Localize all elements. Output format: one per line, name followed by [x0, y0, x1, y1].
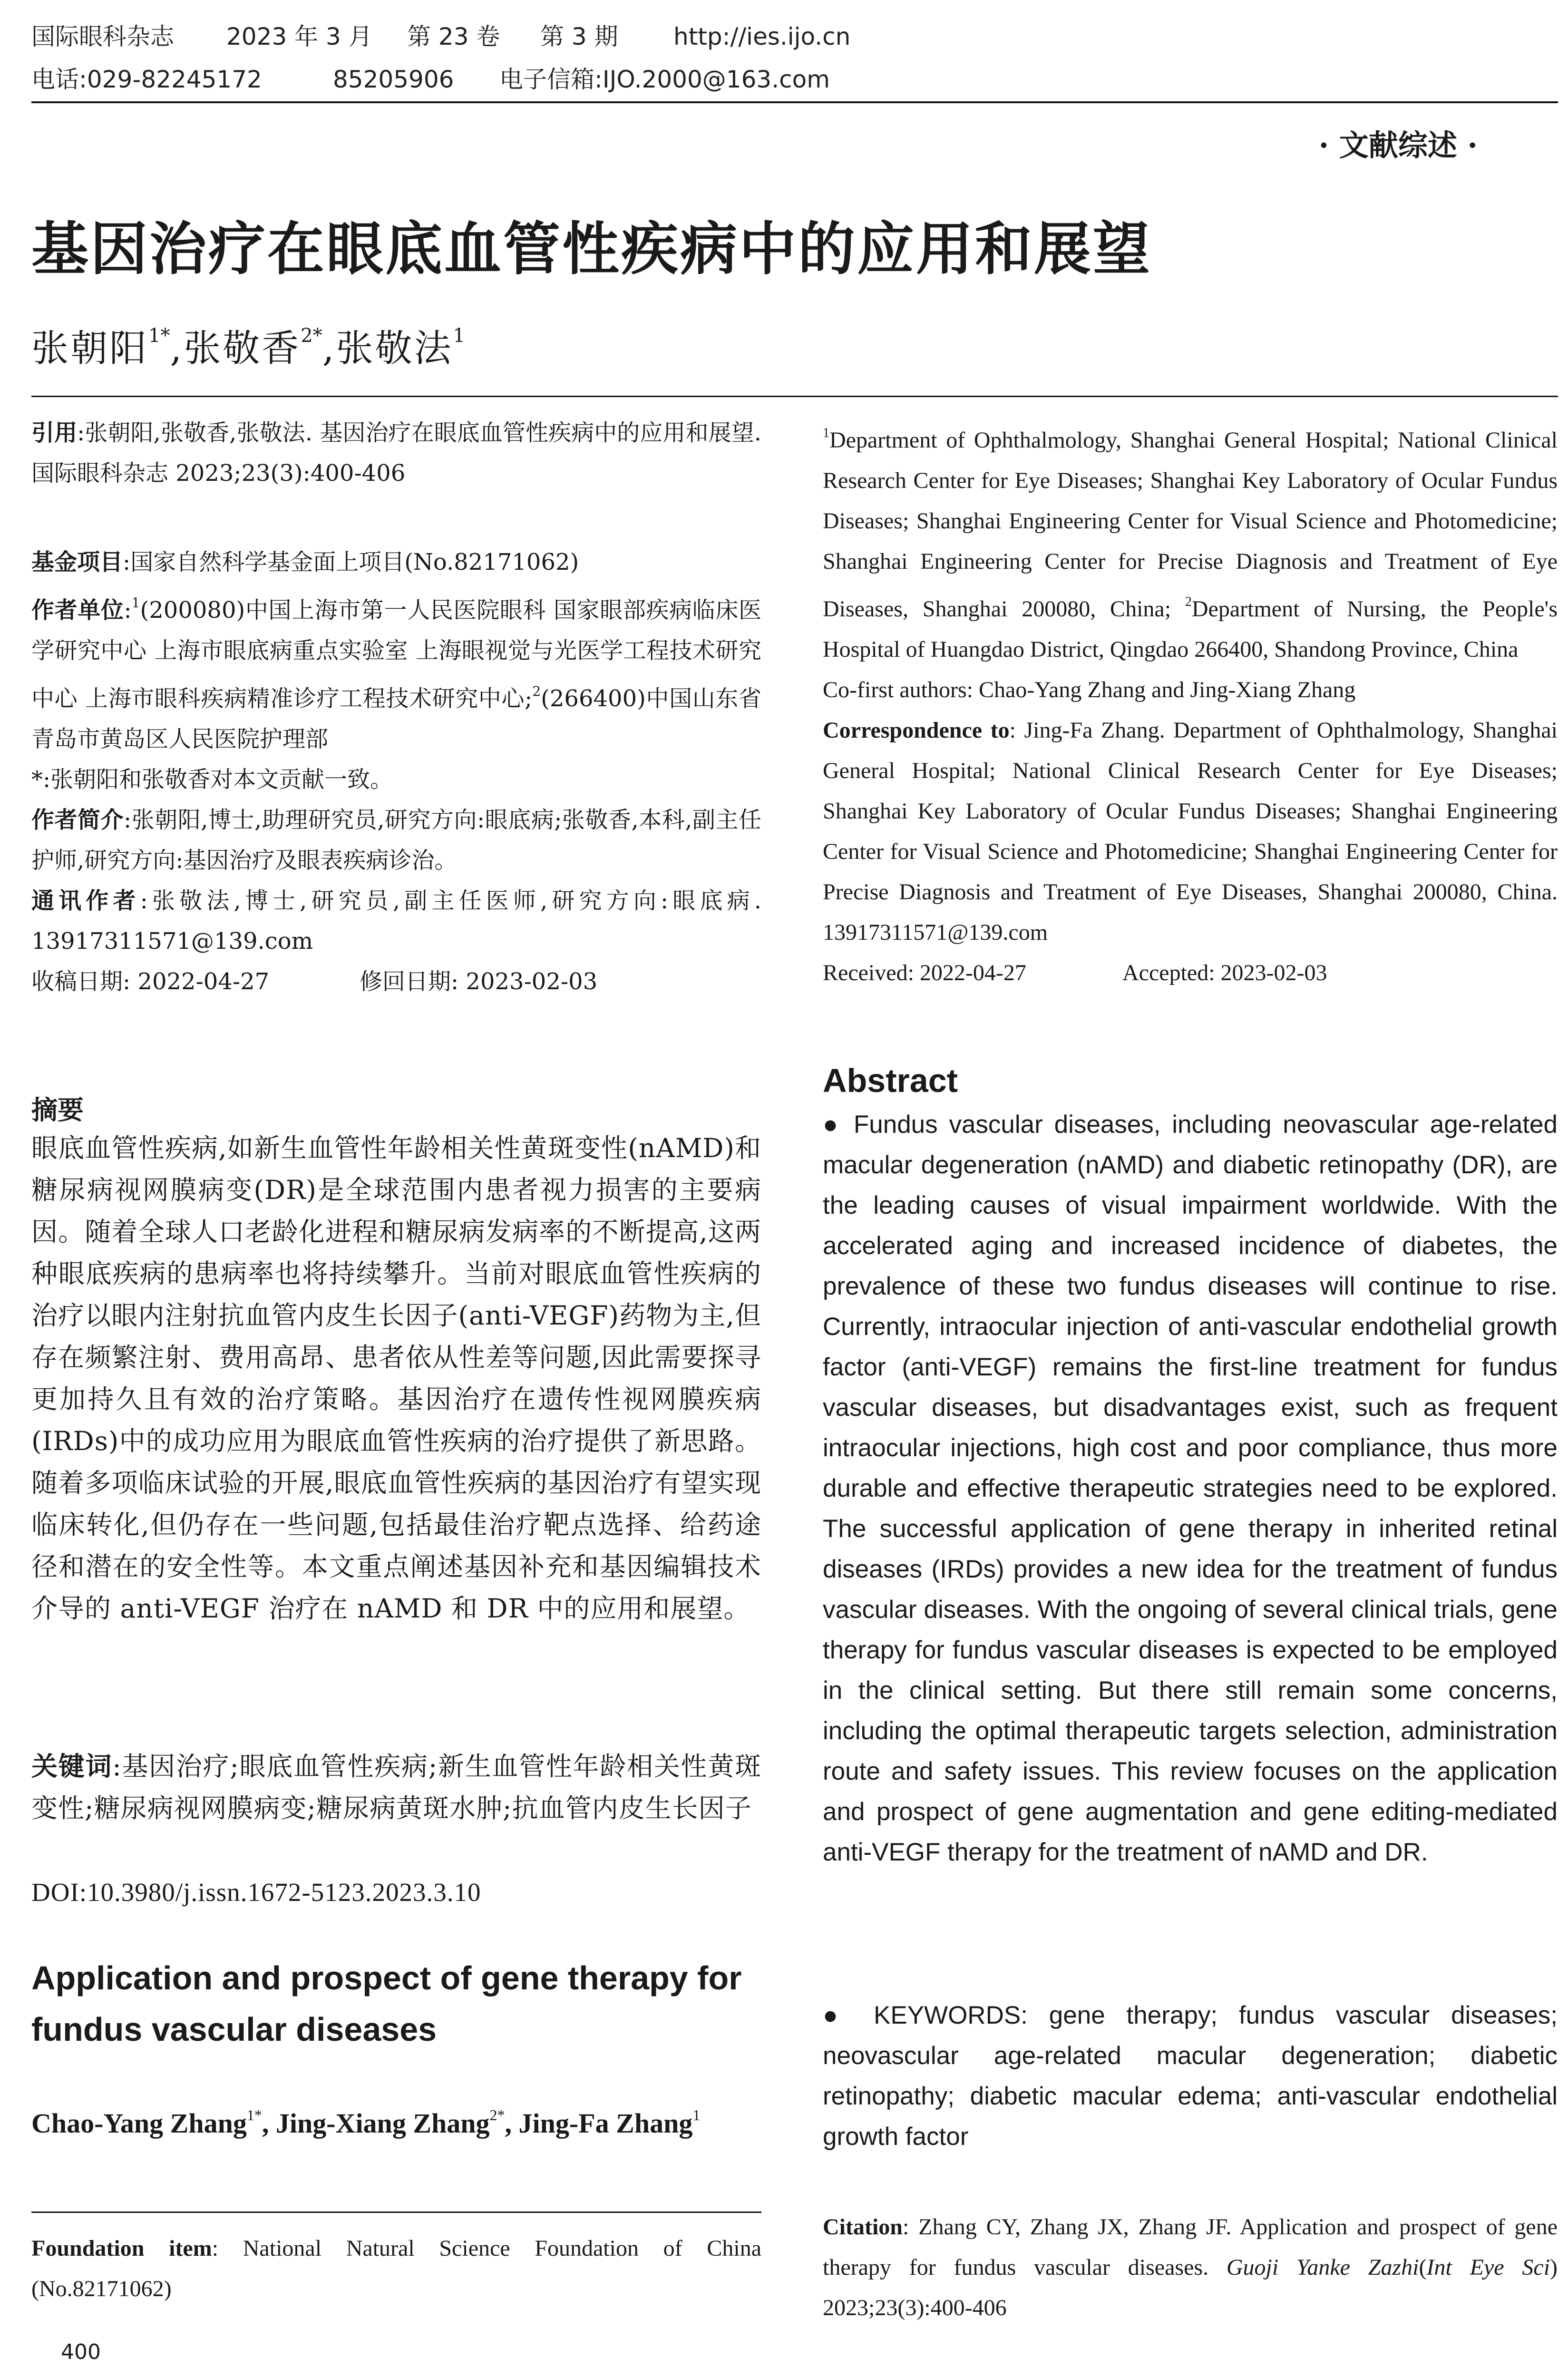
keywords-label: 关键词 — [31, 1751, 113, 1782]
cofirst-note: *:张朝阳和张敬香对本文贡献一致。 — [31, 766, 393, 793]
cn-keywords — [31, 1745, 761, 1829]
cn-metadata — [31, 542, 761, 1002]
fund-item: 基金项目:国家自然科学基金面上项目(No.82171062) — [31, 549, 579, 575]
phone-2: 85205906 — [333, 66, 454, 93]
author-name: 张敬香 — [184, 327, 301, 370]
citation-text: :张朝阳,张敬香,张敬法. 基因治疗在眼底血管性疾病中的应用和展望. 国际眼科杂志 2023;23(3):400-406 — [31, 419, 761, 487]
running-header — [31, 20, 850, 53]
page-number: 400 — [61, 2340, 101, 2364]
citation-label: Citation — [823, 2214, 903, 2240]
article-title: 基因治疗在眼底血管性疾病中的应用和展望 — [31, 216, 1152, 283]
citation-label: 引用 — [31, 419, 78, 446]
correspondence: Correspondence to: Jing-Fa Zhang. Department of Ophthalmology, Shanghai General Hospital; National Clinical Research Center for Eye Diseases; Shanghai Key Laboratory of Ocular Fundus Diseases; Shanghai Engineering Center for Visual Science and Photomedicine; Shanghai Engineering Center for Precise Diagnosis and Treatment of Eye Diseases, Shanghai 200080, China. 13917311571@139.com — [823, 718, 1558, 945]
journal-name: 国际眼科杂志 — [31, 23, 174, 50]
cn-abstract-body: 眼底血管性疾病,如新生血管性年龄相关性黄斑变性(nAMD)和糖尿病视网膜病变(DR)是全球范围内患者视力损害的主要病因。随着全球人口老龄化进程和糖尿病发病率的不断提高,这两种眼底疾病的患病率也将持续攀升。当前对眼底血管性疾病的治疗以眼内注射抗血管内皮生长因子(anti-VEGF)药物为主,但存在频繁注射、费用高昂、患者依从性差等问题,因此需要探寻更加持久且有效的治疗策略。基因治疗在遗传性视网膜疾病(IRDs)中的成功应用为眼底血管性疾病的治疗提供了新思路。随着多项临床试验的开展,眼底血管性疾病的基因治疗有望实现临床转化,但仍存在一些问题,包括最佳治疗靶点选择、给药途径和潜在的安全性等。本文重点阐述基因补充和基因编辑技术介导的 anti-VEGF 治疗在 nAMD 和 DR 中的应用和展望。 — [31, 1133, 761, 1624]
received-date: 收稿日期: 2022-04-27 — [31, 968, 270, 995]
en-title: Application and prospect of gene therapy for fundus vascular diseases — [31, 1959, 742, 2048]
author-list: 张朝阳$^{1*}$,张敬香$^{2*}$,张敬法$^1$ — [31, 325, 465, 370]
revised-date: 修回日期: 2023-02-03 — [360, 968, 598, 995]
doi[interactable]: DOI:10.3980/j.issn.1672-5123.2023.3.10 — [31, 1878, 481, 1907]
contact-line — [31, 63, 830, 96]
author-mark: 2* — [301, 325, 322, 347]
dates — [31, 962, 761, 1002]
en-author-name: Jing-Xiang Zhang — [275, 2108, 490, 2139]
foundation-item: Foundation item: National Natural Science Foundation of China (No.82171062) — [31, 2236, 762, 2301]
en-abstract-heading: Abstract — [823, 1062, 958, 1099]
en-author-name: Jing-Fa Zhang — [518, 2108, 693, 2139]
en-author-name: Chao-Yang Zhang — [31, 2108, 247, 2139]
journal-url[interactable]: http://ies.ijo.cn — [673, 23, 851, 50]
volume: 第 23 卷 — [407, 23, 500, 50]
issue: 第 3 期 — [540, 23, 618, 50]
cn-citation — [31, 413, 761, 494]
cofirst-authors: Co-first authors: Chao-Yang Zhang and Jing-Xiang Zhang — [823, 677, 1356, 702]
author-mark: 1* — [148, 325, 170, 347]
author-units: 作者单位:$^1$(200080)中国上海市第一人民医院眼科 国家眼部疾病临床医学研究中心 上海市眼底病重点实验室 上海眼视觉与光医学工程技术研究中心 上海市眼科疾病精准诊疗工程技术研究中心;$^2$(266400)中国山东省青岛市黄岛区人民医院护理部 — [31, 595, 761, 752]
en-abstract-body: ● Fundus vascular diseases, including neovascular age-related macular degeneration (nAMD) and diabetic retinopathy (DR), are the leading causes of visual impairment worldwide. With the accelerated aging and increased incidence of diabetes, the prevalence of these two fundus diseases will continue to rise. Currently, intraocular injection of anti-vascular endothelial growth factor (anti-VEGF) remains the first-line treatment for fundus vascular diseases, but disadvantages exist, such as frequent intraocular injections, high cost and poor compliance, thus more durable and effective therapeutic strategies need to be explored. The successful application of gene therapy in inherited retinal diseases (IRDs) provides a new idea for the treatment of fundus vascular diseases. With the ongoing of several clinical trials, gene therapy for fundus vascular diseases is expected to be employed in the clinical setting. But there still remain some concerns, including the optimal therapeutic targets selection, administration route and safety issues. This review focuses on the application and prospect of gene augmentation and gene editing-mediated anti-VEGF therapy for the treatment of nAMD and DR. — [823, 1111, 1558, 1866]
email[interactable]: 电子信箱:IJO.2000@163.com — [499, 66, 830, 93]
section-tag: · 文献综述 · — [1318, 128, 1478, 163]
cn-abstract-heading: 摘要 — [31, 1095, 84, 1125]
title-rule — [31, 396, 1558, 397]
keywords-text: :基因治疗;眼底血管性疾病;新生血管性年龄相关性黄斑变性;糖尿病视网膜病变;糖尿病黄斑水肿;抗血管内皮生长因子 — [31, 1751, 761, 1823]
en-keywords: ● KEYWORDS: gene therapy; fundus vascular diseases; neovascular age-related macular degeneration; diabetic retinopathy; diabetic macular edema; anti-vascular endothelial growth factor — [823, 2001, 1558, 2151]
en-dates: Received: 2022-04-27 Accepted: 2023-02-03 — [823, 960, 1327, 985]
foundation-rule — [31, 2211, 761, 2213]
corresponding-author: 通讯作者:张敬法,博士,研究员,副主任医师,研究方向:眼底病. 13917311571@139.com — [31, 887, 761, 955]
issue-date: 2023 年 3 月 — [226, 23, 372, 50]
en-citation: Citation: Zhang CY, Zhang JX, Zhang JF. Application and prospect of gene therapy for fundus vascular diseases. Guoji Yanke Zazhi(Int Eye Sci) 2023;23(3):400-406 — [823, 2214, 1558, 2320]
author-name: 张朝阳 — [31, 327, 149, 370]
author-mark: 1 — [453, 325, 465, 347]
phone: 电话:029-82245172 — [31, 66, 262, 93]
author-bio: 作者简介:张朝阳,博士,助理研究员,研究方向:眼底病;张敬香,本科,副主任护师,研究方向:基因治疗及眼表疾病诊治。 — [31, 807, 761, 874]
author-name: 张敬法 — [336, 327, 453, 370]
en-author-list: Chao-Yang Zhang$^{1*}$, Jing-Xiang Zhang$^{2*}$, Jing-Fa Zhang$^1$ — [31, 2106, 701, 2139]
header-rule — [31, 101, 1558, 103]
en-affiliations: $^1$Department of Ophthalmology, Shanghai General Hospital; National Clinical Research Center for Eye Diseases; Shanghai Key Laboratory of Ocular Fundus Diseases; Shanghai Engineering Center for Visual Science and Photomedicine; Shanghai Engineering Center for Precise Diagnosis and Treatment of Eye Diseases, Shanghai 200080, China; $^2$Department of Nursing, the People's Hospital of Huangdao District, Qingdao 266400, Shandong Province, China Co-first authors: Chao-Yang Zhang and Jing-Xiang Zhang Correspondence to: Jing-Fa Zhang. Department of Ophthalmology, Shanghai General Hospital; National Clinical Research Center for Eye Diseases; Shanghai Key Laboratory of Ocular Fundus Diseases; Shanghai Engineering Center for Visual Science and Photomedicine; Shanghai Engineering Center for Precise Diagnosis and Treatment of Eye Diseases, Shanghai 200080, China. 13917311571@139.com Received: 2022-04-27 Accepted: 2023-02-03 — [823, 413, 1558, 993]
